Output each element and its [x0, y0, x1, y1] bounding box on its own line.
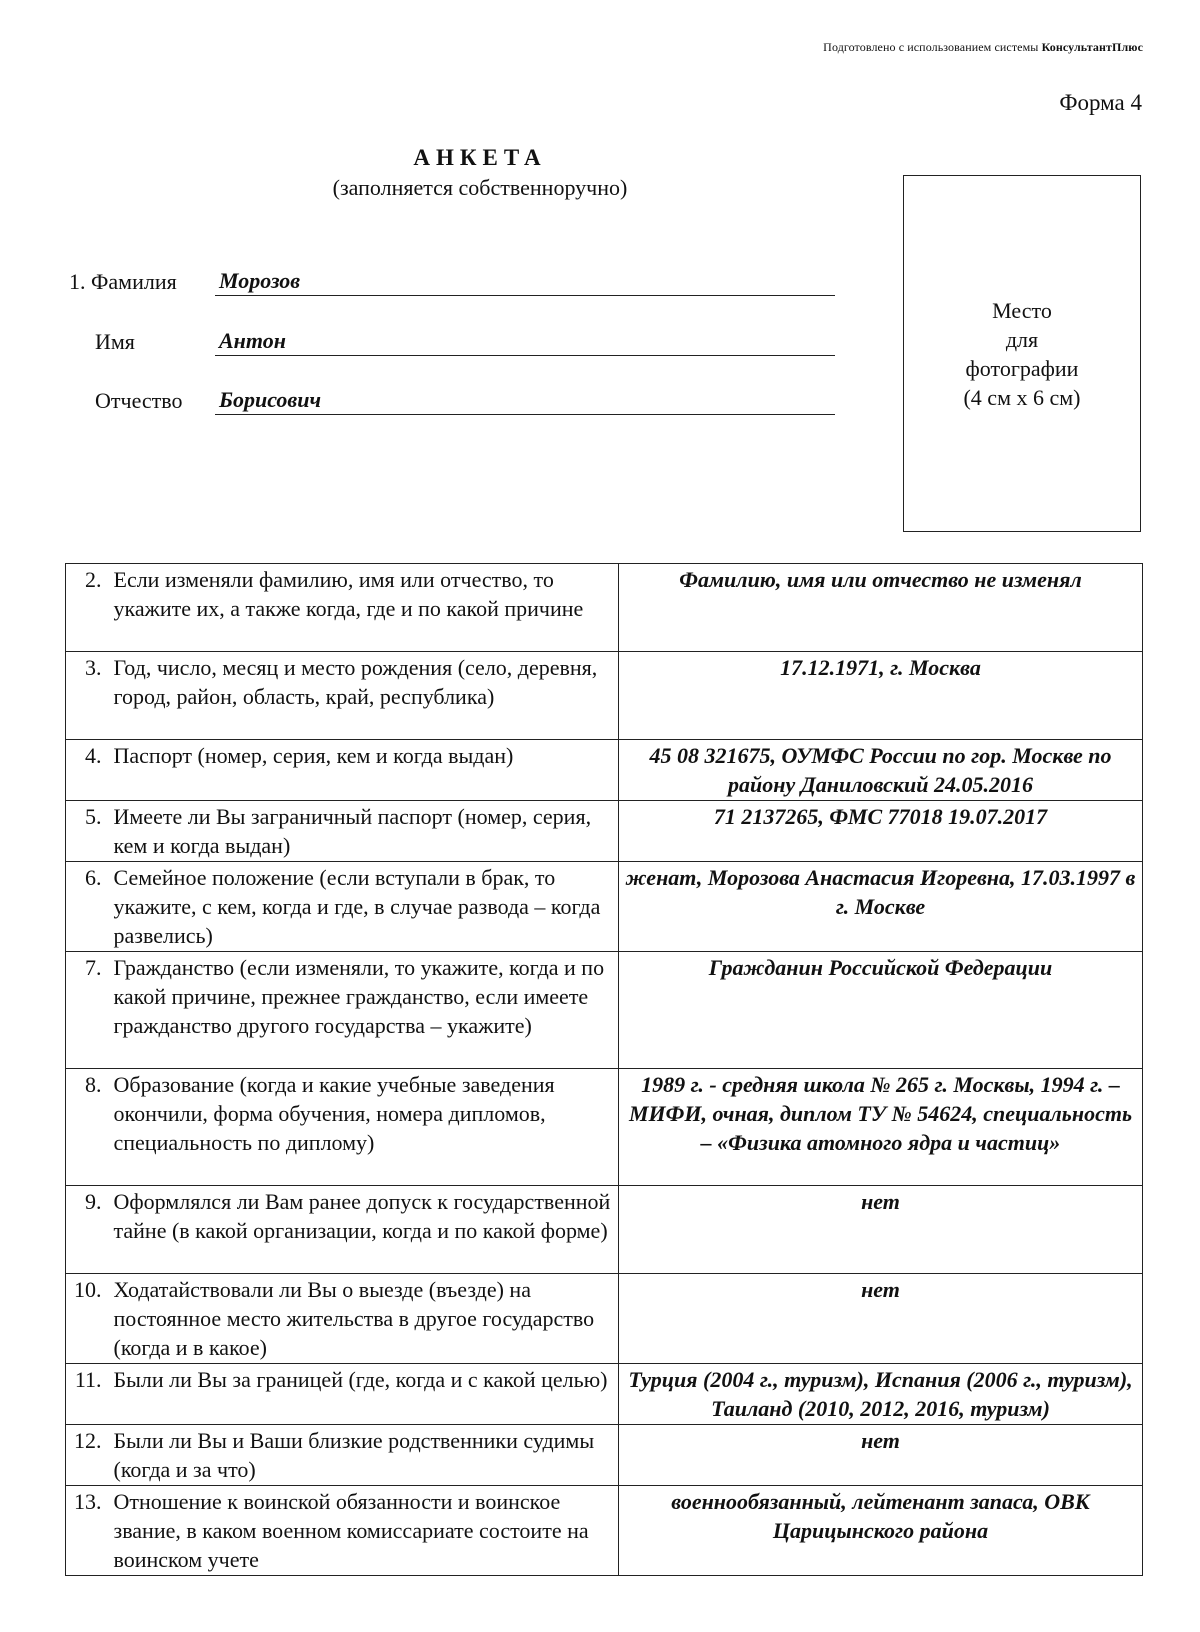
- answer-field[interactable]: Гражданин Российской Федерации: [619, 952, 1143, 1069]
- photo-placeholder-line-1: Место: [992, 298, 1052, 323]
- question-text: Ходатайствовали ли Вы о выезде (въезде) на постоянное место жительства в другое государство (когда и в какое): [110, 1274, 619, 1364]
- answer-field[interactable]: Фамилию, имя или отчество не изменял: [619, 564, 1143, 652]
- patronymic-label: Отчество: [95, 388, 183, 413]
- form-title: АНКЕТА: [413, 145, 547, 170]
- question-text: Были ли Вы за границей (где, когда и с какой целью): [110, 1364, 619, 1425]
- row-number: 4.: [66, 740, 110, 801]
- question-text: Гражданство (если изменяли, то укажите, когда и по какой причине, прежнее гражданство, если имеете гражданство другого государства – укажите): [110, 952, 619, 1069]
- photo-placeholder: [903, 175, 1141, 532]
- row-number: 3.: [66, 652, 110, 740]
- source-note-brand: КонсультантПлюс: [1041, 40, 1143, 54]
- photo-placeholder-line-2: для: [1005, 327, 1039, 352]
- photo-placeholder-line-3: фотографии: [965, 356, 1079, 381]
- questionnaire-table: [65, 563, 1143, 1576]
- answer-field[interactable]: 71 2137265, ФМС 77018 19.07.2017: [619, 801, 1143, 862]
- answer-field[interactable]: Турция (2004 г., туризм), Испания (2006 г., туризм), Таиланд (2010, 2012, 2016, туризм): [619, 1364, 1143, 1425]
- form-number: Форма 4: [1059, 90, 1142, 115]
- question-text: Семейное положение (если вступали в брак, то укажите, с кем, когда и где, в случае развода – когда развелись): [110, 862, 619, 952]
- surname-field[interactable]: Морозов: [215, 266, 835, 296]
- question-text: Были ли Вы и Ваши близкие родственники судимы (когда и за что): [110, 1425, 619, 1486]
- first-name-field[interactable]: Антон: [215, 326, 835, 356]
- table-row: [66, 1486, 1143, 1576]
- answer-field[interactable]: нет: [619, 1425, 1143, 1486]
- table-row: [66, 862, 1143, 952]
- table-row: [66, 652, 1143, 740]
- table-row: [66, 564, 1143, 652]
- row-number: 6.: [66, 862, 110, 952]
- form-subtitle: (заполняется собственноручно): [332, 175, 628, 200]
- answer-field[interactable]: 17.12.1971, г. Москва: [619, 652, 1143, 740]
- table-row: [66, 1186, 1143, 1274]
- first-name-label: Имя: [95, 329, 135, 354]
- answer-field[interactable]: нет: [619, 1186, 1143, 1274]
- row-number: 11.: [66, 1364, 110, 1425]
- photo-placeholder-line-4: (4 см х 6 см): [963, 385, 1081, 410]
- question-text: Имеете ли Вы заграничный паспорт (номер, серия, кем и когда выдан): [110, 801, 619, 862]
- question-text: Паспорт (номер, серия, кем и когда выдан): [110, 740, 619, 801]
- row-number: 5.: [66, 801, 110, 862]
- patronymic-field[interactable]: Борисович: [215, 385, 835, 415]
- row-number: 7.: [66, 952, 110, 1069]
- question-text: Отношение к воинской обязанности и воинское звание, в каком военном комиссариате состоите на воинском учете: [110, 1486, 619, 1576]
- question-text: Образование (когда и какие учебные заведения окончили, форма обучения, номера дипломов, специальность по диплому): [110, 1069, 619, 1186]
- table-row: [66, 1069, 1143, 1186]
- table-row: [66, 801, 1143, 862]
- surname-label: 1. Фамилия: [69, 269, 177, 294]
- source-note-prefix: Подготовлено с использованием системы: [823, 40, 1039, 54]
- row-number: 8.: [66, 1069, 110, 1186]
- row-number: 10.: [66, 1274, 110, 1364]
- answer-field[interactable]: 45 08 321675, ОУМФС России по гор. Москве по району Даниловский 24.05.2016: [619, 740, 1143, 801]
- table-row: [66, 740, 1143, 801]
- row-number: 12.: [66, 1425, 110, 1486]
- question-text: Если изменяли фамилию, имя или отчество, то укажите их, а также когда, где и по какой причине: [110, 564, 619, 652]
- row-number: 9.: [66, 1186, 110, 1274]
- answer-field[interactable]: нет: [619, 1274, 1143, 1364]
- source-note: [823, 40, 1143, 55]
- answer-field[interactable]: женат, Морозова Анастасия Игоревна, 17.03.1997 в г. Москве: [619, 862, 1143, 952]
- question-text: Оформлялся ли Вам ранее допуск к государственной тайне (в какой организации, когда и по какой форме): [110, 1186, 619, 1274]
- table-row: [66, 1274, 1143, 1364]
- table-row: [66, 1425, 1143, 1486]
- answer-field[interactable]: 1989 г. - средняя школа № 265 г. Москвы, 1994 г. – МИФИ, очная, диплом ТУ № 54624, специальность – «Физика атомного ядра и частиц»: [619, 1069, 1143, 1186]
- row-number: 13.: [66, 1486, 110, 1576]
- table-row: [66, 1364, 1143, 1425]
- table-row: [66, 952, 1143, 1069]
- row-number: 2.: [66, 564, 110, 652]
- question-text: Год, число, месяц и место рождения (село, деревня, город, район, область, край, республика): [110, 652, 619, 740]
- answer-field[interactable]: военнообязанный, лейтенант запаса, ОВК Царицынского района: [619, 1486, 1143, 1576]
